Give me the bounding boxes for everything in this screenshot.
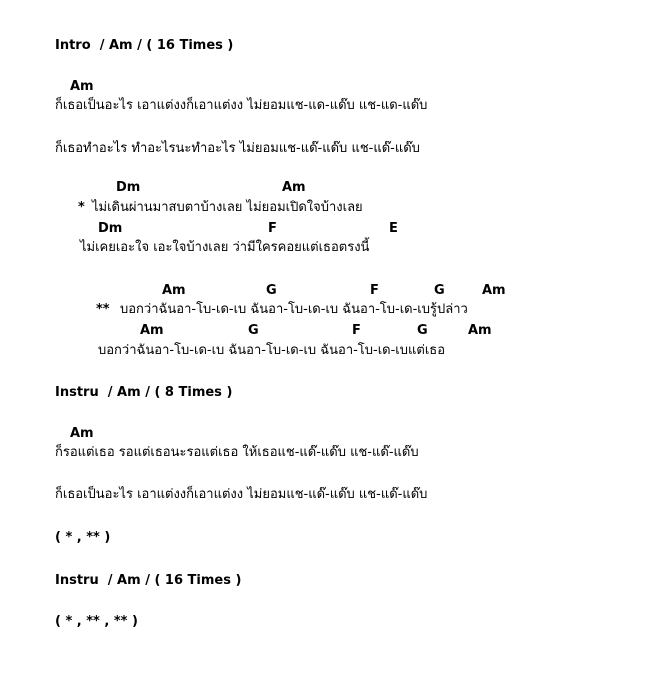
section-label: Instru [55, 573, 99, 588]
chord-label: G [434, 283, 445, 298]
chord-label: Am [140, 323, 164, 338]
lyric-line: ก็เธอเป็นอะไร เอาแต่งงก็เอาแต่งง ไม่ยอมแช-แด-แด๊บ แช-แด-แด๊บ [55, 98, 428, 113]
chord-label: G [417, 323, 428, 338]
chord-label: Am [282, 180, 306, 195]
lyric-line: ก็เธอเป็นอะไร เอาแต่งงก็เอาแต่งง ไม่ยอมแช-แด๊-แด๊บ แช-แด๊-แด๊บ [55, 487, 428, 502]
chord-label: G [248, 323, 259, 338]
chord-label: G [266, 283, 277, 298]
lyric-line: ก็เธอทำอะไร ทำอะไรนะทำอะไร ไม่ยอมแช-แด๊-แด๊บ แช-แด๊-แด๊บ [55, 141, 420, 156]
chord-label: Am [70, 79, 94, 94]
section-progression: / Am / ( 16 Times ) [107, 573, 242, 588]
chord-label: Dm [98, 221, 123, 236]
instru-heading [55, 386, 232, 399]
chord-label: Am [468, 323, 492, 338]
chord-label: Am [482, 283, 506, 298]
lyric-line: บอกว่าฉันอา-โบ-เด-เบ ฉันอา-โบ-เด-เบ ฉันอา-โบ-เด-เบแต่เธอ [98, 343, 446, 358]
section-marker: * [78, 200, 85, 215]
chord-label: E [389, 221, 398, 236]
section-label: Intro [55, 38, 91, 53]
section-label: Instru [55, 385, 99, 400]
section-progression: / Am / ( 8 Times ) [107, 385, 233, 400]
chord-label: Am [70, 426, 94, 441]
chord-label: F [352, 323, 361, 338]
lyric-line: ไม่เดินผ่านมาสบตาบ้างเลย ไม่ยอมเปิดใจบ้างเลย [92, 200, 363, 215]
chord-label: F [268, 221, 277, 236]
repeat-instruction: ( * , ** , ** ) [55, 614, 138, 629]
intro-heading [55, 39, 233, 52]
instru-heading [55, 574, 241, 587]
section-progression: / Am / ( 16 Times ) [99, 38, 234, 53]
lyric-line: บอกว่าฉันอา-โบ-เด-เบ ฉันอา-โบ-เด-เบ ฉันอา-โบ-เด-เบรู้ปล่าว [120, 302, 468, 317]
lyric-line: ก็รอแต่เธอ รอแต่เธอนะรอแต่เธอ ให้เธอแช-แด๊-แด๊บ แช-แด๊-แด๊บ [55, 445, 419, 460]
repeat-instruction: ( * , ** ) [55, 530, 111, 545]
section-marker: ** [96, 302, 110, 317]
lyric-line: ไม่เคยเอะใจ เอะใจบ้างเลย ว่ามีใครคอยแต่เธอตรงนี้ [80, 240, 370, 255]
chord-label: F [370, 283, 379, 298]
chord-label: Dm [116, 180, 141, 195]
chord-label: Am [162, 283, 186, 298]
